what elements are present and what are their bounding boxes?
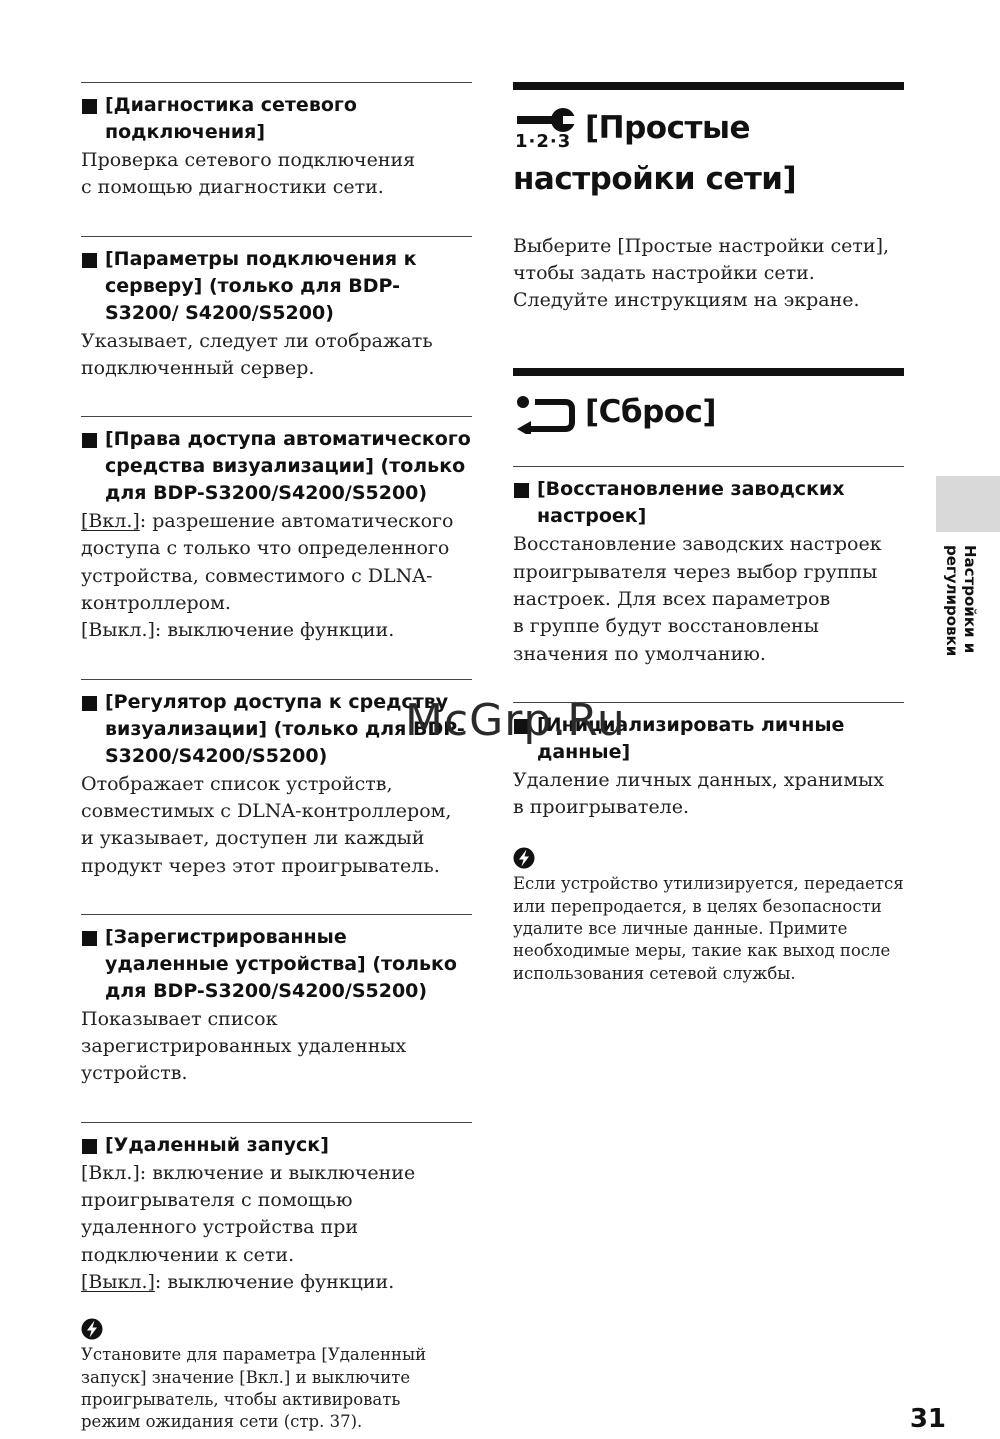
icon-caption: 1·2·3 xyxy=(515,130,572,152)
reset-title: [Сброс] xyxy=(513,388,904,436)
section-body: Восстановление заводских настроек проигрывателя через выбор группы настроек. Для всех параметров в группе будут восстановлены значения по умолчанию. xyxy=(513,533,882,665)
section-heading: [Инициализировать личные данные] xyxy=(513,712,904,766)
heading-rule xyxy=(513,82,904,90)
section-body: Удаление личных данных, хранимых в проигрывателе. xyxy=(513,768,884,819)
section-remote-start xyxy=(81,1122,472,1296)
section-heading: [Диагностика сетевого подключения] xyxy=(81,92,472,146)
section-network-diagnostics xyxy=(81,82,472,202)
section-heading: [Удаленный запуск] xyxy=(81,1132,472,1159)
section-body: Отображает список устройств, совместимых с DLNA-контроллером, и указывает, доступен ли каждый продукт через этот проигрыватель. xyxy=(81,772,452,877)
side-tab-label: Настройки и регулировки xyxy=(943,545,979,657)
tip-icon xyxy=(513,847,535,869)
section-renderer-access-rights xyxy=(81,416,472,644)
square-bullet-icon xyxy=(82,253,97,268)
left-column xyxy=(81,82,472,1433)
wrench-123-icon xyxy=(513,105,579,155)
page-number: 31 xyxy=(909,1404,946,1434)
tip-icon xyxy=(81,1318,103,1340)
square-bullet-icon xyxy=(82,433,97,448)
section-server-connection xyxy=(81,236,472,383)
option-off: [Выкл.] xyxy=(81,1270,155,1293)
heading-rule xyxy=(513,368,904,376)
reset-block xyxy=(513,368,904,985)
square-bullet-icon xyxy=(82,99,97,114)
section-body: [Вкл.]: разрешение автоматического доступа с только что определенного устройства, совместимого с DLNA- контроллером. [Выкл.]: выключение функции. xyxy=(81,510,454,642)
square-bullet-icon xyxy=(82,696,97,711)
section-heading: [Зарегистрированные удаленные устройства] (только для BDP-S3200/S4200/S5200) xyxy=(81,924,472,1005)
tip-note xyxy=(81,1318,472,1433)
right-column xyxy=(513,82,904,985)
section-registered-remote-devices xyxy=(81,914,472,1088)
tip-note xyxy=(513,847,904,984)
section-factory-reset xyxy=(513,466,904,667)
section-body: [Вкл.]: включение и выключение проигрывателя с помощью удаленного устройства при подключении к сети. [Выкл.]: выключение функции. xyxy=(81,1161,416,1293)
tip-note-text: Если устройство утилизируется, передается или перепродается, в целях безопасности удалите все личные данные. Примите необходимые меры, такие как выход после использования сетевой службы. xyxy=(513,874,904,983)
section-heading: [Регулятор доступа к средству визуализации] (только для BDP-S3200/S4200/S5200) xyxy=(81,689,472,770)
section-heading: [Права доступа автоматического средства визуализации] (только для BDP-S3200/S4200/S5200) xyxy=(81,426,472,507)
square-bullet-icon xyxy=(82,1139,97,1154)
square-bullet-icon xyxy=(82,931,97,946)
network-setup-block xyxy=(513,82,904,314)
network-setup-body: Выберите [Простые настройки сети], чтобы задать настройки сети. Следуйте инструкциям на экране. xyxy=(513,234,890,312)
section-body: Проверка сетевого подключения с помощью диагностики сети. xyxy=(81,149,416,199)
option-on: [Вкл.] xyxy=(81,510,140,533)
side-tab-marker xyxy=(936,476,1000,532)
section-body: Показывает список зарегистрированных удаленных устройств. xyxy=(81,1007,407,1085)
tip-note-text: Установите для параметра [Удаленный запуск] значение [Вкл.] и выключите проигрыватель, чтобы активировать режим ожидания сети (стр. 37). xyxy=(81,1345,427,1432)
network-setup-title: 1·2·3 [Простые настройки сети] xyxy=(513,104,904,203)
section-heading: [Восстановление заводских настроек] xyxy=(513,476,904,530)
reset-icon xyxy=(513,394,577,434)
watermark: McGrp.Ru xyxy=(405,695,626,746)
section-heading: [Параметры подключения к серверу] (только для BDP-S3200/ S4200/S5200) xyxy=(81,246,472,327)
square-bullet-icon xyxy=(514,483,529,498)
section-body: Указывает, следует ли отображать подключенный сервер. xyxy=(81,329,433,379)
